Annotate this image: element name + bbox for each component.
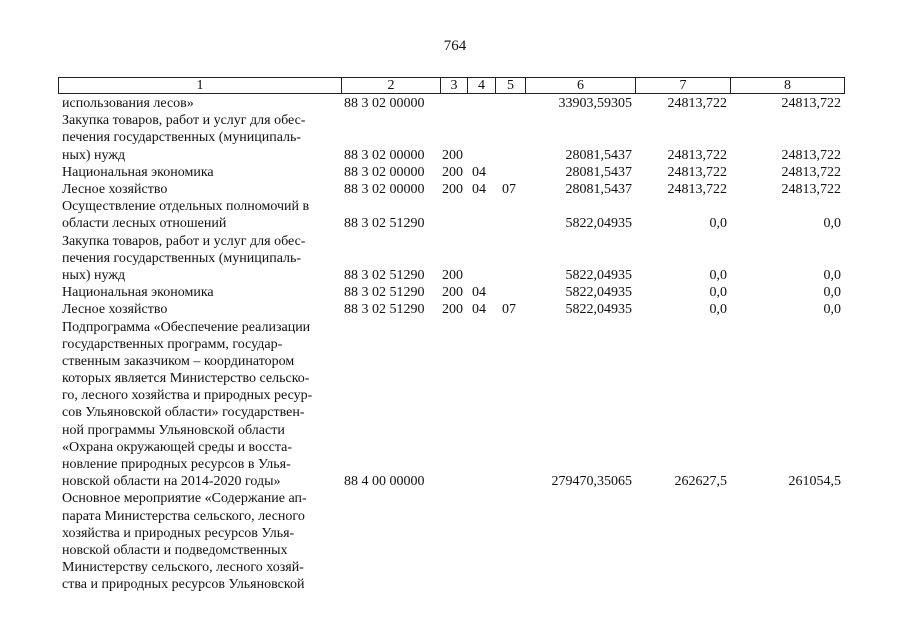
column-header-7: 7 [636,78,731,94]
cell-c3: 200 [442,181,463,197]
cell-c5 [495,490,525,593]
cell-v7: 0,0 [709,267,727,283]
cell-c5 [495,284,525,301]
column-header-row [58,77,845,94]
cell-v8: 24813,722 [781,96,841,111]
cell-c3 [440,490,467,593]
table-row [58,181,844,198]
description-line: хозяйства и природных ресурсов Улья- [62,525,295,541]
description-line: ной программы Ульяновской области [62,422,285,438]
description-line: ственным заказчиком – координатором [62,353,295,369]
description-line: Закупка товаров, работ и услуг для обес- [62,113,306,129]
description-line: печения государственных (муниципаль- [62,250,302,266]
cell-code: 88 3 02 00000 [344,164,425,180]
row-description [58,490,341,593]
description-line: государственных программ, государ- [62,336,283,352]
row-description [58,301,341,318]
cell-v8: 0,0 [823,285,841,301]
cell-c4 [467,112,495,164]
description-line: использования лесов» [62,96,194,112]
cell-c3 [440,319,467,491]
column-header-4: 4 [468,78,496,94]
row-description [58,284,341,301]
cell-c5 [495,319,525,491]
cell-v7: 0,0 [709,216,727,232]
description-line: новской области и подведомственных [62,542,288,558]
cell-v8: 24813,722 [781,181,841,197]
description-line: Основное мероприятие «Содержание ап- [62,491,307,507]
cell-c4: 04 [472,164,486,180]
cell-code [341,490,440,593]
row-description [58,198,341,232]
cell-c5 [495,112,525,164]
cell-v7: 24813,722 [667,147,727,163]
row-description [58,112,341,164]
cell-v8: 0,0 [823,216,841,232]
cell-v8: 24813,722 [781,164,841,180]
row-description [58,319,341,491]
cell-v7: 24813,722 [667,96,727,111]
cell-code: 88 3 02 00000 [344,96,425,111]
cell-c4 [467,490,495,593]
description-line: ных) нужд [62,267,126,283]
description-line: новской области на 2014-2020 годы» [62,474,281,490]
cell-c5 [495,164,525,181]
description-line: «Охрана окружающей среды и восста- [62,439,293,455]
cell-c3: 200 [442,267,463,283]
cell-c3: 200 [442,302,463,318]
cell-v6: 279470,35065 [551,474,632,490]
cell-c5 [495,233,525,285]
cell-v8: 0,0 [823,302,841,318]
description-line: сов Ульяновской области» государствен- [62,405,305,421]
cell-c4 [467,198,495,232]
description-line: ных) нужд [62,147,126,163]
cell-v6 [525,490,635,593]
page-number: 764 [443,38,467,54]
table-row [58,112,844,164]
table-row [58,164,844,181]
description-line: Лесное хозяйство [62,181,168,197]
table-row [58,319,844,491]
description-line: области лесных отношений [62,216,227,232]
table-row [58,490,844,593]
cell-v7: 24813,722 [667,181,727,197]
cell-v6: 5822,04935 [565,216,632,232]
cell-v8: 24813,722 [781,147,841,163]
cell-v6: 28081,5437 [565,164,632,180]
description-line: го, лесного хозяйства и природных ресур- [62,388,313,404]
table-row [58,284,844,301]
description-line: Осуществление отдельных полномочий в [62,199,310,215]
description-line: Национальная экономика [62,164,214,180]
cell-v7: 262627,5 [674,474,727,490]
table-row [58,95,844,112]
description-line: новление природных ресурсов в Улья- [62,457,291,473]
cell-v6: 5822,04935 [565,267,632,283]
cell-v7 [635,490,730,593]
table-row [58,301,844,318]
description-line: Министерству сельского, лесного хозяй- [62,560,304,576]
row-description [58,95,341,112]
column-header-3: 3 [441,78,468,94]
column-header-2: 2 [342,78,441,94]
cell-v6: 28081,5437 [565,181,632,197]
cell-c3: 200 [442,285,463,301]
cell-c5 [495,198,525,232]
description-line: Закупка товаров, работ и услуг для обес- [62,233,306,249]
cell-c3 [440,95,467,112]
cell-v7: 0,0 [709,302,727,318]
column-header-1: 1 [59,78,342,94]
cell-c4: 04 [472,181,486,197]
cell-c4: 04 [472,302,486,318]
cell-code: 88 3 02 51290 [344,267,425,283]
description-line: парата Министерства сельского, лесного [62,508,305,524]
row-description [58,233,341,285]
cell-code: 88 3 02 51290 [344,285,425,301]
description-line: ства и природных ресурсов Ульяновской [62,577,305,593]
cell-c5: 07 [502,181,516,197]
cell-v8: 0,0 [823,267,841,283]
cell-code: 88 4 00 00000 [344,474,425,490]
column-header-5: 5 [496,78,526,94]
cell-c4: 04 [472,285,486,301]
cell-code: 88 3 02 51290 [344,216,425,232]
cell-v6: 33903,59305 [558,96,632,111]
table-row [58,198,844,232]
description-line: Лесное хозяйство [62,302,168,318]
cell-v8 [730,490,844,593]
row-description [58,164,341,181]
description-line: печения государственных (муниципаль- [62,130,302,146]
column-header-6: 6 [526,78,636,94]
cell-v8: 261054,5 [788,474,841,490]
table-row [58,233,844,285]
cell-c4 [467,95,495,112]
description-line: Национальная экономика [62,285,214,301]
cell-c3: 200 [442,147,463,163]
cell-v7: 0,0 [709,285,727,301]
cell-c4 [467,319,495,491]
cell-c4 [467,233,495,285]
cell-c3: 200 [442,164,463,180]
cell-v6: 5822,04935 [565,302,632,318]
cell-code: 88 3 02 00000 [344,181,425,197]
cell-v7: 24813,722 [667,164,727,180]
cell-c5: 07 [502,302,516,318]
column-header-8: 8 [731,78,845,94]
cell-c5 [495,95,525,112]
cell-code: 88 3 02 51290 [344,302,425,318]
row-description [58,181,341,198]
cell-code: 88 3 02 00000 [344,147,425,163]
description-line: которых является Министерство сельско- [62,371,310,387]
description-line: Подпрограмма «Обеспечение реализации [62,319,311,335]
cell-v6: 5822,04935 [565,285,632,301]
cell-c3 [440,198,467,232]
cell-v6: 28081,5437 [565,147,632,163]
budget-table [58,95,844,594]
